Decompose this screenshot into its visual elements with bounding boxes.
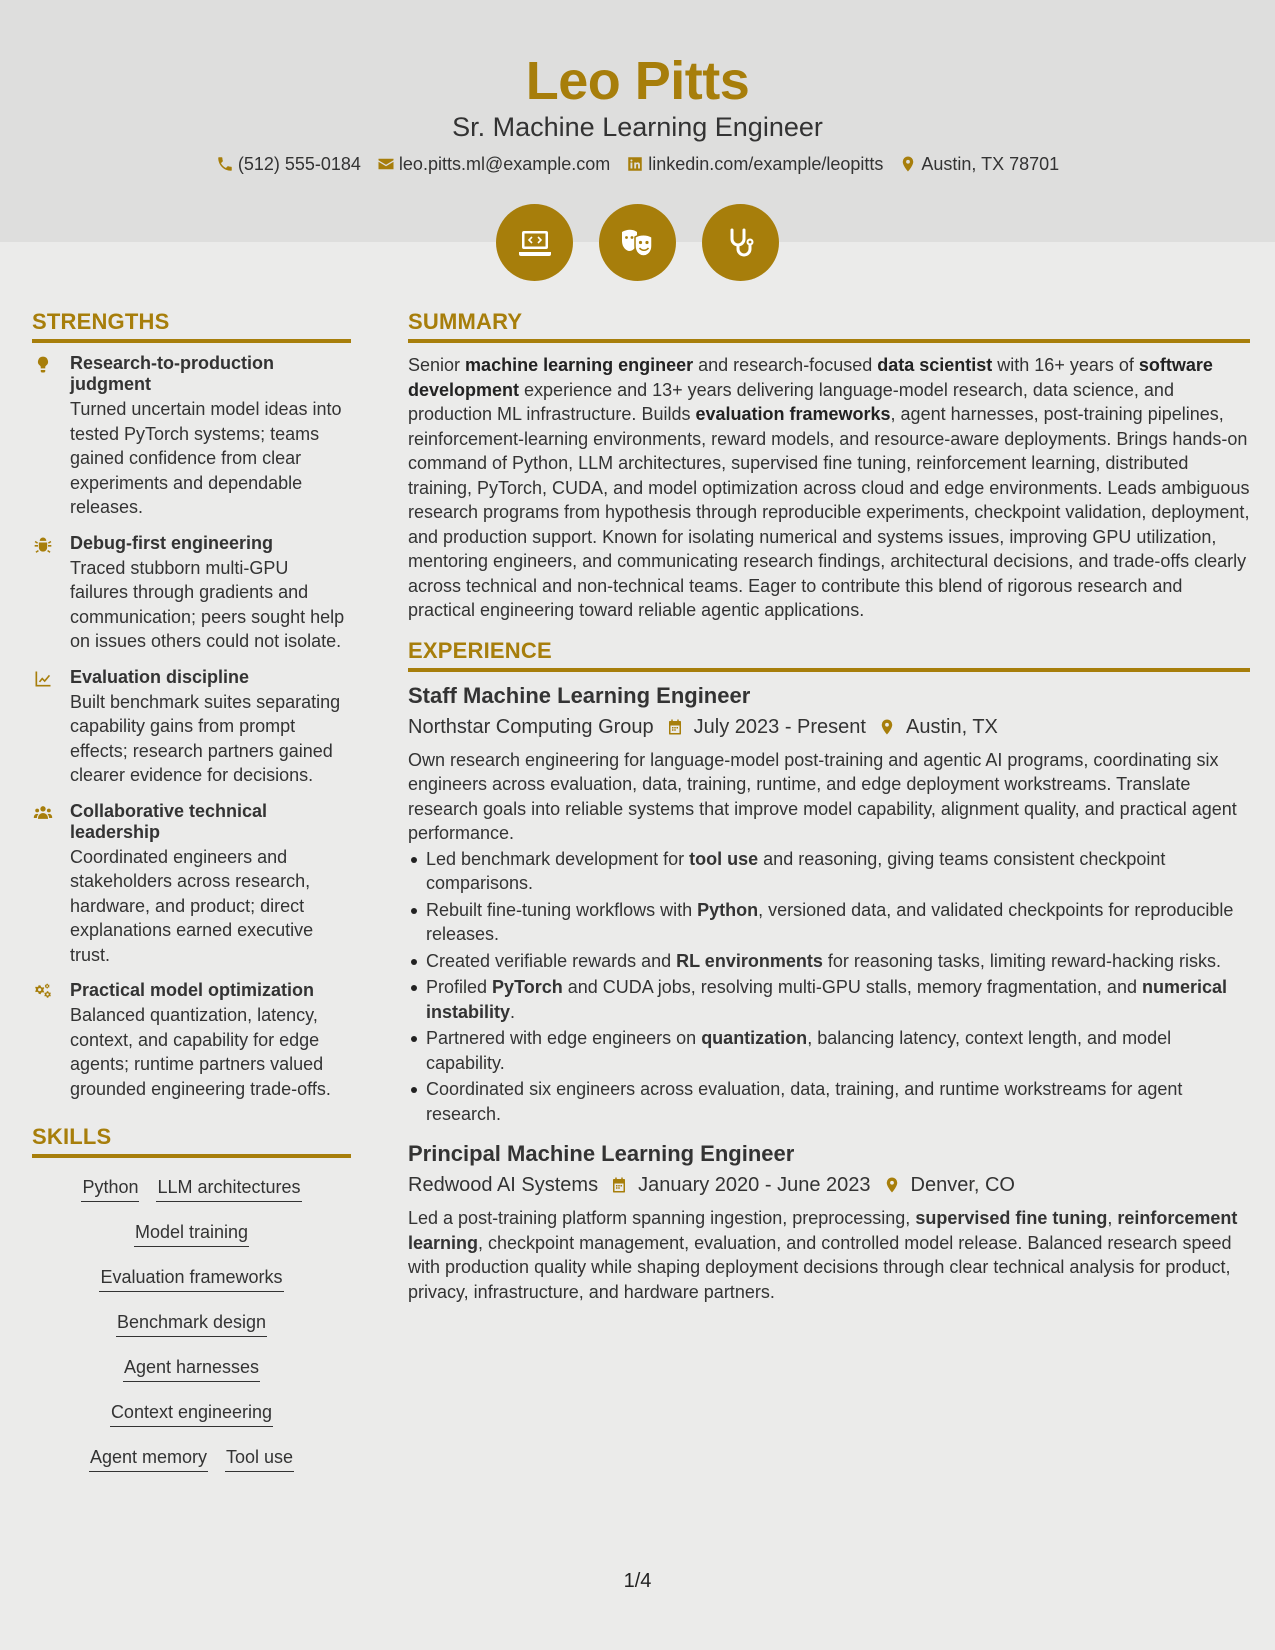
map-marker-icon [883,1175,901,1195]
skill-tag: Python [81,1176,139,1202]
job-meta [408,712,1250,742]
strength-title: Collaborative technical leadership [70,800,268,842]
strength-title: Evaluation discipline [70,666,250,687]
stethoscope-badge [702,204,779,281]
text-segment: Rebuilt fine-tuning workflows with [426,899,698,920]
right-column [408,306,1250,1304]
text-segment: , agent harnesses, post-training pipelines, reinforcement-learning environments, reward models, and resource-aware deployments. Brings hands-on command of Python, LLM architectures, supervised fine tuning, reinforcement learning, distributed training, PyTorch, CUDA, and model optimization across cloud and edge environments. Leads ambiguous research programs from hypothesis through reproducible experiments, checkpoint validation, deployment, and production support. Known for isolating numerical and systems issues, improving GPU utilization, mentoring engineers, and communicating research findings, architectural decisions, and trade-offs clearly across technical and non-technical teams. Eager to contribute this blend of rigorous research and practical engineering toward reliable agentic applications. [408,404,1250,620]
candidate-name: Leo Pitts [525,51,750,111]
text-segment: for reasoning tasks, limiting reward-hacking risks. [822,950,1221,971]
location-text: Austin, TX 78701 [921,154,1060,174]
contact-location [899,151,1059,177]
strength-description: Balanced quantization, latency, context, and capability for edge agents; runtime partners valued grounded engineering trade-offs. [70,1005,331,1099]
strength-description: Built benchmark suites separating capability gains from prompt effects; research partners gained clearer evidence for decisions. [70,691,341,785]
strengths-heading: STRENGTHS [32,306,351,343]
theater-masks-icon [618,223,658,263]
bold-text: Python [697,899,759,920]
strengths-list [32,353,351,1101]
users-icon [32,803,54,823]
strength-description: Traced stubborn multi-GPU failures through gradients and communication; peers sought help on issues others could not isolate. [70,557,345,651]
experience-heading: EXPERIENCE [408,635,1250,672]
theater-masks-badge [599,204,676,281]
bold-text: tool use [689,848,759,869]
job-location: Denver, CO [910,1174,1015,1196]
text-segment: , [1107,1208,1118,1228]
strength-icon-wrap [32,533,58,654]
text-segment: Profiled [426,977,493,997]
laptop-code-badge [496,204,573,281]
strength-body [70,801,351,968]
bold-text: evaluation frameworks [695,404,891,424]
skill-row [116,1303,267,1348]
bold-text: quantization [701,1028,808,1048]
text-segment: Own research engineering for language-model post-training and agentic AI programs, coordinating six engineers across evaluation, data, training, runtime, and edge deployment workstreams. Translate research goals into reliable systems that improve model capability, alignment quality, and practical agent performance. [408,749,1237,843]
skill-tag: Model training [134,1221,249,1247]
experience-list [408,682,1250,1305]
bullet-item [408,1026,1250,1075]
strength-title: Debug-first engineering [70,532,274,553]
job-dates: July 2023 - Present [693,715,866,738]
bold-text: reinforcement learning [408,1208,1238,1253]
text-segment: Created verifiable rewards and [426,950,677,971]
skill-tag: Agent harnesses [123,1356,260,1382]
chart-line-icon [32,669,54,689]
job-entry [408,682,1250,1127]
text-segment: and CUDA jobs, resolving multi-GPU stalls, memory fragmentation, and [562,977,1142,997]
skill-row [81,1168,301,1213]
text-segment: Led benchmark development for [426,848,690,869]
job-bullets [408,847,1250,1127]
text-segment: , balancing latency, context length, and model capability. [426,1028,1172,1073]
strength-item [32,801,351,968]
bullet-item [408,898,1250,947]
map-marker-icon [899,155,917,173]
skill-row [99,1258,283,1303]
strength-icon-wrap [32,353,58,520]
lightbulb-icon [32,355,54,375]
strength-body [70,533,351,654]
bullet-item [408,847,1250,896]
bullet-item [408,1077,1250,1126]
text-segment: experience and 13+ years delivering language-model research, data science, and production ML infrastructure. Builds [408,379,1174,424]
strength-icon-wrap [32,667,58,788]
left-column [32,306,351,1483]
job-description [408,1206,1250,1304]
job-title: Principal Machine Learning Engineer [408,1141,795,1166]
contact-linkedin[interactable] [626,151,883,177]
text-segment: Partnered with edge engineers on [426,1028,702,1048]
strength-title: Practical model optimization [70,980,315,1000]
job-entry [408,1140,1250,1304]
linkedin-icon [626,155,644,173]
envelope-icon [377,155,395,173]
skill-tag: Context engineering [110,1401,273,1427]
strength-body [70,353,351,520]
job-title: Staff Machine Learning Engineer [408,682,751,708]
bold-text: PyTorch [492,977,563,997]
page-number: 1/4 [623,1570,652,1592]
calendar-icon [610,1175,628,1195]
stethoscope-icon [721,223,761,263]
job-location: Austin, TX [906,715,998,738]
email-text: leo.pitts.ml@example.com [398,154,611,174]
skill-row [89,1438,294,1483]
linkedin-text: linkedin.com/example/leopitts [648,154,884,174]
strength-body [70,980,351,1101]
strength-body [70,667,351,788]
laptop-code-icon [515,223,555,263]
job-dates: January 2020 - June 2023 [638,1174,871,1196]
strength-title: Research-to-production judgment [70,353,275,394]
text-segment: Senior [408,355,466,375]
contact-bar [0,151,1275,177]
strength-item [32,667,351,788]
strength-description: Turned uncertain model ideas into tested PyTorch systems; teams gained confidence from clear experiments and dependable releases. [70,399,342,517]
company-name: Redwood AI Systems [408,1174,599,1196]
strength-icon-wrap [32,980,58,1101]
skill-tag: Agent memory [89,1446,208,1472]
bold-text: machine learning engineer [465,355,694,375]
skill-row [110,1393,273,1438]
text-segment: and reasoning, giving teams consistent checkpoint comparisons. [426,848,1166,893]
bold-text: RL environments [676,950,823,971]
contact-email[interactable] [377,151,610,177]
summary-text [408,353,1250,623]
strength-description: Coordinated engineers and stakeholders across research, hardware, and product; direct explanations earned executive trust. [70,846,314,965]
strength-icon-wrap [32,801,58,968]
bullet-item [408,975,1250,1024]
bold-text: software development [408,355,1213,400]
bullet-item [408,949,1250,974]
phone-icon [216,155,234,173]
candidate-title: Sr. Machine Learning Engineer [452,112,823,142]
text-segment: Led a post-training platform spanning ingestion, preprocessing, [408,1208,916,1228]
bold-text: data scientist [877,355,993,375]
strength-item [32,353,351,520]
contact-phone[interactable] [216,151,361,177]
summary-heading: SUMMARY [408,306,1250,343]
skill-tag: Benchmark design [116,1311,267,1337]
skill-tag: Evaluation frameworks [99,1266,283,1292]
text-segment: with 16+ years of [992,355,1139,375]
map-marker-icon [878,717,896,737]
text-segment: , checkpoint management, evaluation, and controlled model release. Balanced research speed with production quality while shaping deployment decisions through clear technical analysis for product, privacy, infrastructure, and hardware partners. [408,1232,1232,1302]
job-description [408,748,1250,846]
text-segment: and research-focused [693,355,878,375]
bold-text: numerical instability [426,977,1228,1022]
skill-tag: Tool use [225,1446,294,1472]
text-segment: . [510,1001,516,1022]
calendar-icon [666,717,684,737]
interest-badges [0,204,1275,281]
skills-heading: SKILLS [32,1121,351,1158]
skills-list [32,1168,351,1483]
skill-tag: LLM architectures [156,1176,301,1202]
strength-item [32,533,351,654]
bold-text: supervised fine tuning [915,1208,1108,1228]
strength-item [32,980,351,1101]
skill-row [123,1348,260,1393]
bug-icon [32,535,54,555]
cogs-icon [32,982,54,1002]
skill-row [134,1213,249,1258]
text-segment: Coordinated six engineers across evaluation, data, training, and runtime workstreams for agent research. [426,1079,1183,1124]
company-name: Northstar Computing Group [408,715,654,738]
text-segment: , versioned data, and validated checkpoints for reproducible releases. [426,899,1234,944]
phone-text: (512) 555-0184 [237,154,361,174]
job-meta [408,1170,1250,1200]
